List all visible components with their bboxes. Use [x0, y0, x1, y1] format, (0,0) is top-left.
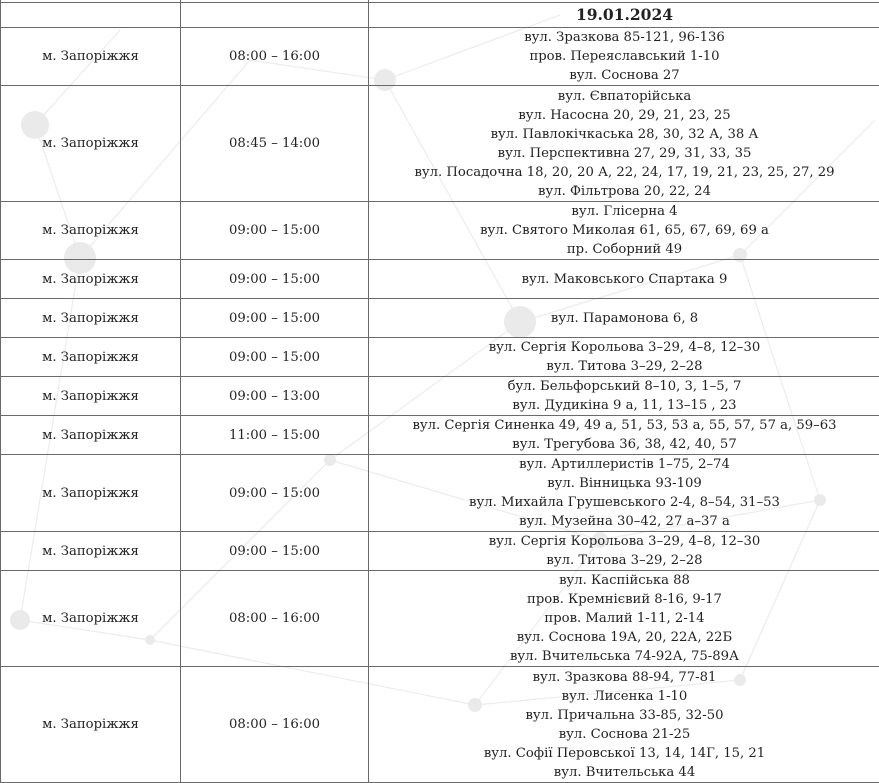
time-cell: 11:00 – 15:00 [181, 416, 369, 455]
addresses-cell [369, 532, 879, 571]
address-line: пров. Малий 1-11, 2-14 [369, 609, 879, 628]
city-cell: м. Запоріжжя [1, 299, 181, 338]
address-line: вул. Титова 3–29, 2–28 [369, 357, 879, 376]
addresses-cell [369, 86, 879, 202]
address-line: вул. Насосна 20, 29, 21, 23, 25 [369, 106, 879, 125]
table-row [1, 532, 879, 571]
address-line: вул. Маковського Спартака 9 [369, 270, 879, 289]
address-line: вул. Посадочна 18, 20, 20 А, 22, 24, 17, 19, 21, 23, 25, 27, 29 [369, 163, 879, 182]
time-cell: 09:00 – 15:00 [181, 202, 369, 260]
time-cell: 09:00 – 15:00 [181, 455, 369, 532]
addresses-cell [369, 299, 879, 338]
address-line: вул. Трегубова 36, 38, 42, 40, 57 [369, 435, 879, 454]
address-line: вул. Соснова 27 [369, 66, 879, 85]
address-line: вул. Соснова 21-25 [369, 725, 879, 744]
address-line: пров. Переяславський 1-10 [369, 47, 879, 66]
addresses-cell [369, 377, 879, 416]
table-row [1, 28, 879, 86]
address-line: вул. Софії Перовської 13, 14, 14Г, 15, 21 [369, 744, 879, 763]
date-header: 19.01.2024 [369, 3, 879, 28]
city-cell: м. Запоріжжя [1, 571, 181, 667]
city-cell: м. Запоріжжя [1, 260, 181, 299]
address-line: бул. Бельфорський 8–10, 3, 1–5, 7 [369, 377, 879, 396]
addresses-cell [369, 571, 879, 667]
address-line: вул. Святого Миколая 61, 65, 67, 69, 69 а [369, 221, 879, 240]
time-cell: 09:00 – 15:00 [181, 532, 369, 571]
address-line: вул. Титова 3–29, 2–28 [369, 551, 879, 570]
table-row [1, 299, 879, 338]
table-row [1, 377, 879, 416]
time-cell: 09:00 – 15:00 [181, 338, 369, 377]
address-line: вул. Зразкова 88-94, 77-81 [369, 668, 879, 687]
address-line: вул. Соснова 19А, 20, 22А, 22Б [369, 628, 879, 647]
time-cell: 08:00 – 16:00 [181, 667, 369, 783]
address-line: пров. Кремнієвий 8-16, 9-17 [369, 590, 879, 609]
table-row [1, 416, 879, 455]
city-cell: м. Запоріжжя [1, 416, 181, 455]
address-line: вул. Сергія Корольова 3–29, 4–8, 12–30 [369, 532, 879, 551]
address-line: вул. Каспійська 88 [369, 571, 879, 590]
address-line: вул. Глісерна 4 [369, 202, 879, 221]
address-line: вул. Вчительська 44 [369, 763, 879, 782]
addresses-cell [369, 416, 879, 455]
address-line: вул. Павлокічкаська 28, 30, 32 А, 38 А [369, 125, 879, 144]
table-row [1, 571, 879, 667]
time-cell: 09:00 – 13:00 [181, 377, 369, 416]
table-row [1, 455, 879, 532]
city-cell: м. Запоріжжя [1, 455, 181, 532]
address-line: вул. Євпаторійська [369, 87, 879, 106]
address-line: вул. Сергія Синенка 49, 49 а, 51, 53, 53 а, 55, 57, 57 а, 59–63 [369, 416, 879, 435]
address-line: вул. Музейна 30–42, 27 а–37 а [369, 512, 879, 531]
time-cell: 09:00 – 15:00 [181, 260, 369, 299]
city-cell: м. Запоріжжя [1, 377, 181, 416]
time-cell: 08:45 – 14:00 [181, 86, 369, 202]
addresses-cell [369, 338, 879, 377]
address-line: вул. Перспективна 27, 29, 31, 33, 35 [369, 144, 879, 163]
address-line: вул. Артиллеристів 1–75, 2–74 [369, 455, 879, 474]
address-line: вул. Парамонова 6, 8 [369, 309, 879, 328]
table-row [1, 260, 879, 299]
addresses-cell [369, 455, 879, 532]
city-cell: м. Запоріжжя [1, 667, 181, 783]
table-row [1, 338, 879, 377]
address-line: вул. Фільтрова 20, 22, 24 [369, 182, 879, 201]
city-cell: м. Запоріжжя [1, 28, 181, 86]
address-line: вул. Вінницька 93-109 [369, 474, 879, 493]
table-row [1, 202, 879, 260]
addresses-cell [369, 28, 879, 86]
time-cell: 09:00 – 15:00 [181, 299, 369, 338]
table-row [1, 667, 879, 783]
address-line: вул. Михайла Грушевського 2-4, 8–54, 31–53 [369, 493, 879, 512]
address-line: вул. Сергія Корольова 3–29, 4–8, 12–30 [369, 338, 879, 357]
address-line: вул. Зразкова 85-121, 96-136 [369, 28, 879, 47]
address-line: вул. Причальна 33-85, 32-50 [369, 706, 879, 725]
address-line: вул. Лисенка 1-10 [369, 687, 879, 706]
address-line: вул. Дудикіна 9 а, 11, 13–15 , 23 [369, 396, 879, 415]
city-cell: м. Запоріжжя [1, 86, 181, 202]
addresses-cell [369, 202, 879, 260]
city-cell: м. Запоріжжя [1, 338, 181, 377]
time-cell: 08:00 – 16:00 [181, 28, 369, 86]
time-cell: 08:00 – 16:00 [181, 571, 369, 667]
table-row [1, 86, 879, 202]
city-cell: м. Запоріжжя [1, 202, 181, 260]
address-line: вул. Вчительська 74-92А, 75-89А [369, 647, 879, 666]
address-line: пр. Соборний 49 [369, 240, 879, 259]
date-header-row [1, 3, 879, 28]
city-cell: м. Запоріжжя [1, 532, 181, 571]
addresses-cell [369, 260, 879, 299]
addresses-cell [369, 667, 879, 783]
